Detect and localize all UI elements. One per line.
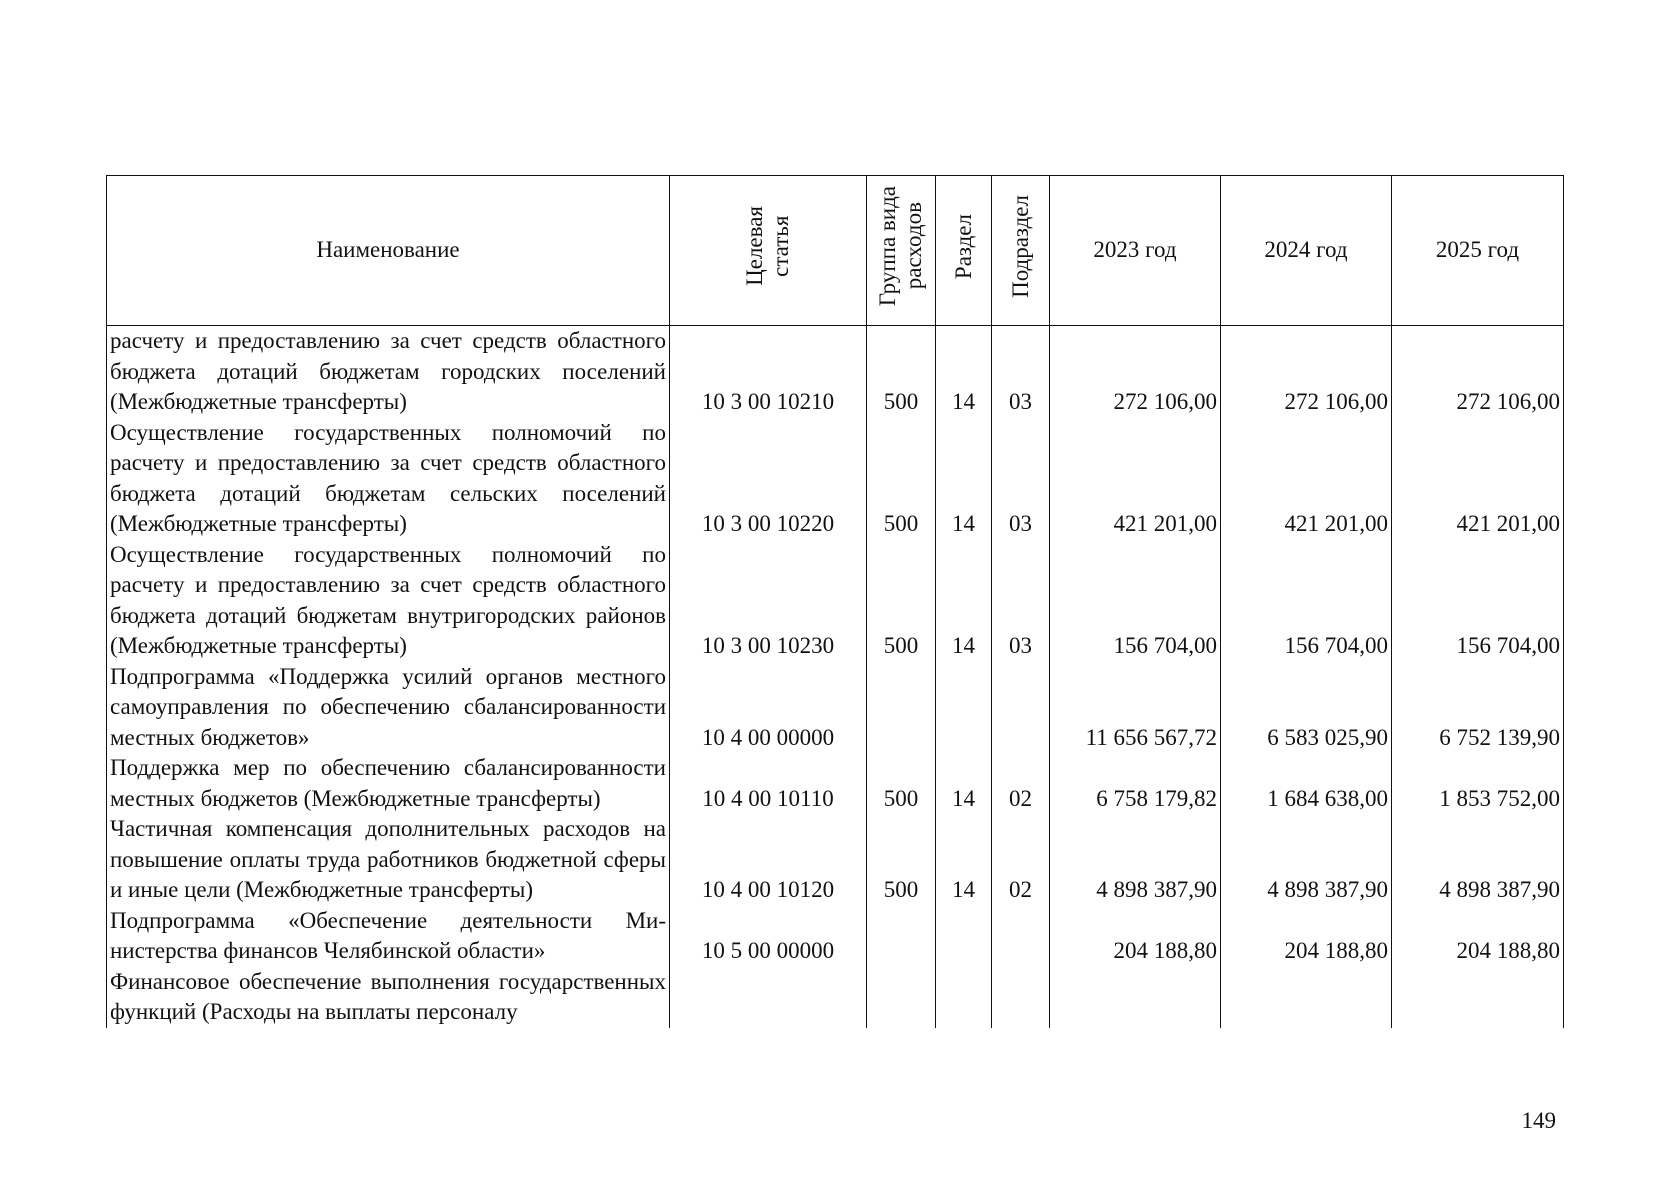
table-row: [107, 540, 1564, 662]
row-target-article: 10 3 00 10220: [670, 418, 867, 540]
row-section: [936, 906, 992, 967]
row-section: 14: [936, 814, 992, 906]
row-section: [936, 662, 992, 754]
row-name: Подпрограмма «Поддержка усилий органов местного самоуправления по обеспечению сбалансированности местных бюджетов»: [107, 662, 670, 754]
row-amount-2025: 4 898 387,90: [1392, 814, 1564, 906]
header-expense-group: Группа вида расходов: [867, 176, 936, 326]
row-name: Осуществление государственных полномочий по расчету и предоставлению за счет средств областного бюджета дотаций бюджетам сельских поселений (Межбюджетные трансферты): [107, 418, 670, 540]
row-expense-group: [867, 906, 936, 967]
row-amount-2024: [1221, 967, 1392, 1028]
row-amount-2024: 156 704,00: [1221, 540, 1392, 662]
row-amount-2024: 1 684 638,00: [1221, 753, 1392, 814]
table-row: [107, 906, 1564, 967]
row-section: 14: [936, 326, 992, 418]
row-expense-group: [867, 662, 936, 754]
row-expense-group: 500: [867, 540, 936, 662]
row-amount-2023: [1050, 967, 1221, 1028]
row-amount-2025: 272 106,00: [1392, 326, 1564, 418]
row-amount-2023: 6 758 179,82: [1050, 753, 1221, 814]
row-amount-2023: 204 188,80: [1050, 906, 1221, 967]
row-expense-group: 500: [867, 418, 936, 540]
header-2025: 2025 год: [1392, 176, 1564, 326]
row-amount-2025: 156 704,00: [1392, 540, 1564, 662]
row-section: 14: [936, 753, 992, 814]
table-row: [107, 662, 1564, 754]
header-section: Раздел: [936, 176, 992, 326]
row-target-article: 10 5 00 00000: [670, 906, 867, 967]
row-name: Подпрограмма «Обеспечение деятельности Министерства финансов Челябинской области»: [107, 906, 670, 967]
row-target-article: [670, 967, 867, 1028]
row-amount-2024: 4 898 387,90: [1221, 814, 1392, 906]
row-target-article: 10 3 00 10230: [670, 540, 867, 662]
row-section: 14: [936, 540, 992, 662]
row-amount-2024: 272 106,00: [1221, 326, 1392, 418]
row-amount-2023: 4 898 387,90: [1050, 814, 1221, 906]
header-2024: 2024 год: [1221, 176, 1392, 326]
row-name: расчету и предоставлению за счет средств областного бюджета дотаций бюджетам городских поселений (Межбюджетные трансферты): [107, 326, 670, 418]
row-name: Частичная компенсация дополнительных расходов на повышение оплаты труда работников бюджетной сферы и иные цели (Межбюджетные трансферты): [107, 814, 670, 906]
row-expense-group: 500: [867, 753, 936, 814]
row-amount-2025: [1392, 967, 1564, 1028]
row-section: 14: [936, 418, 992, 540]
header-2023: 2023 год: [1050, 176, 1221, 326]
row-amount-2025: 1 853 752,00: [1392, 753, 1564, 814]
header-target-article: Целевая статья: [670, 176, 867, 326]
row-amount-2023: 156 704,00: [1050, 540, 1221, 662]
table-row: [107, 967, 1564, 1028]
row-subsection: 03: [992, 326, 1050, 418]
row-amount-2024: 421 201,00: [1221, 418, 1392, 540]
page-number: 149: [1521, 1108, 1556, 1133]
row-expense-group: [867, 967, 936, 1028]
budget-table: [106, 175, 1564, 1028]
row-expense-group: 500: [867, 326, 936, 418]
row-name: Финансовое обеспечение выполнения государственных функций (Расходы на выплаты персоналу: [107, 967, 670, 1028]
row-subsection: 02: [992, 814, 1050, 906]
row-target-article: 10 4 00 00000: [670, 662, 867, 754]
row-target-article: 10 4 00 10110: [670, 753, 867, 814]
row-subsection: 02: [992, 753, 1050, 814]
row-amount-2023: 421 201,00: [1050, 418, 1221, 540]
row-section: [936, 967, 992, 1028]
row-expense-group: 500: [867, 814, 936, 906]
row-subsection: 03: [992, 540, 1050, 662]
row-target-article: 10 4 00 10120: [670, 814, 867, 906]
row-amount-2025: 421 201,00: [1392, 418, 1564, 540]
row-subsection: 03: [992, 418, 1050, 540]
table-row: [107, 753, 1564, 814]
row-amount-2025: 6 752 139,90: [1392, 662, 1564, 754]
table-row: [107, 326, 1564, 418]
table-header-row: [107, 176, 1564, 326]
row-amount-2025: 204 188,80: [1392, 906, 1564, 967]
row-subsection: [992, 906, 1050, 967]
row-name: Осуществление государственных полномочий по расчету и предоставлению за счет средств областного бюджета дотаций бюджетам внутригородских районов (Межбюджетные трансферты): [107, 540, 670, 662]
row-target-article: 10 3 00 10210: [670, 326, 867, 418]
table-row: [107, 814, 1564, 906]
row-amount-2023: 272 106,00: [1050, 326, 1221, 418]
row-name: Поддержка мер по обеспечению сбалансированности местных бюджетов (Межбюджетные трансферты): [107, 753, 670, 814]
header-name: Наименование: [107, 176, 670, 326]
row-amount-2024: 204 188,80: [1221, 906, 1392, 967]
row-subsection: [992, 967, 1050, 1028]
row-amount-2023: 11 656 567,72: [1050, 662, 1221, 754]
table-row: [107, 418, 1564, 540]
header-subsection: Подраздел: [992, 176, 1050, 326]
row-subsection: [992, 662, 1050, 754]
row-amount-2024: 6 583 025,90: [1221, 662, 1392, 754]
